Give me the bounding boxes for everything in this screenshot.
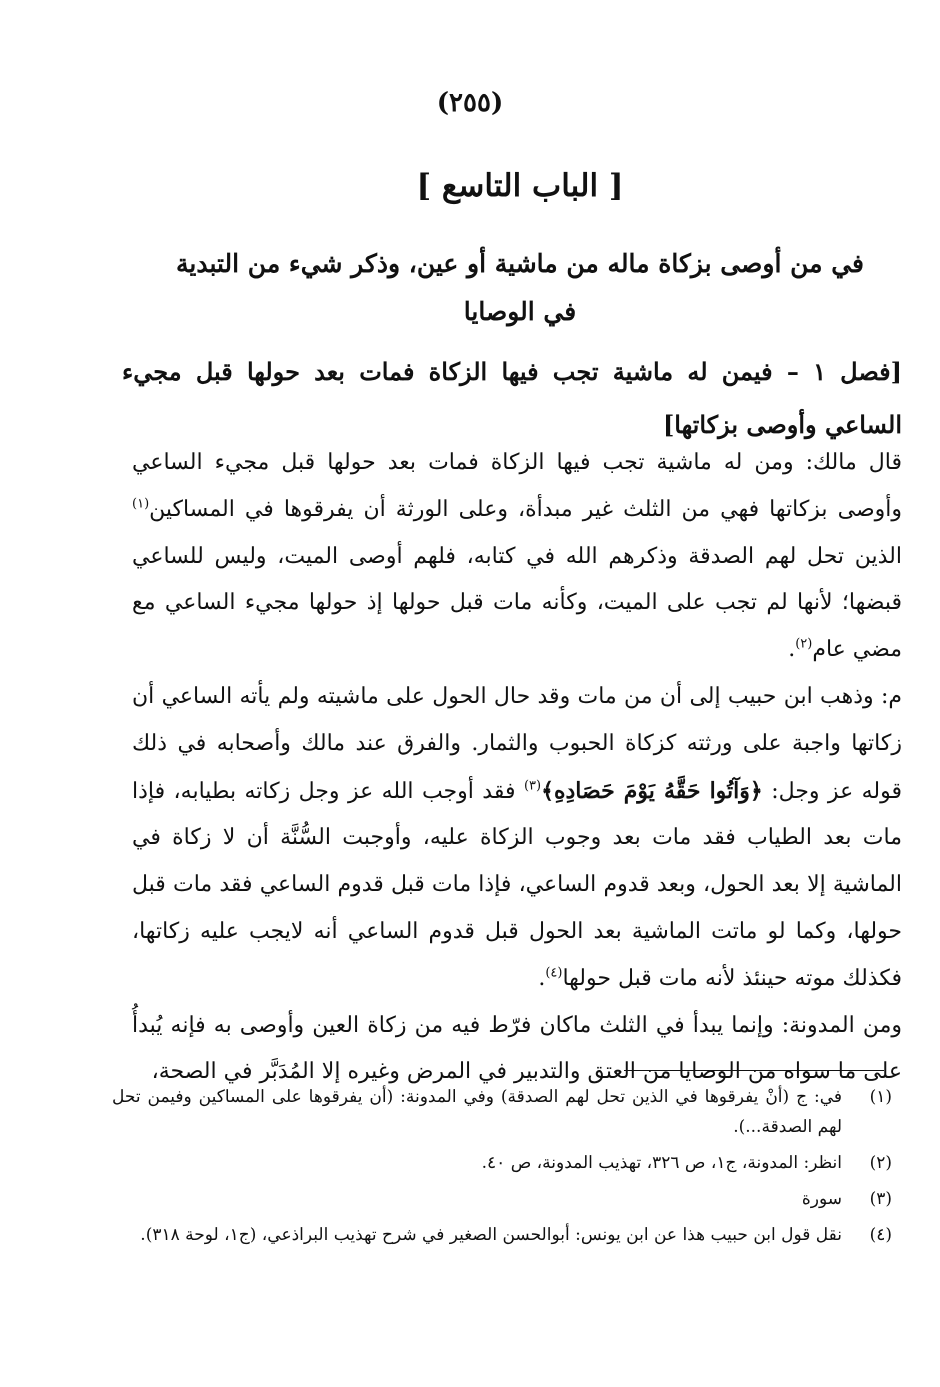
footnote-number: (٣)	[869, 1189, 892, 1209]
footnote-divider	[624, 1070, 884, 1071]
footnote-text: انظر: المدونة، ج١، ص ٣٢٦، تهذيب المدونة، ص ٤٠.	[481, 1153, 842, 1173]
footnote-ref-1[interactable]: (١)	[132, 496, 150, 512]
paragraph-2	[132, 674, 902, 1003]
paragraph-1-text-c: .	[788, 637, 796, 663]
footnote-text: في: ج (أنْ يفرقوها في الذين تحل لهم الصدقة) وفي المدونة: (أن يفرقوها على المساكين وفيمن تحل لهم الصدقة...).	[112, 1087, 842, 1137]
page-number: (٢٥٥)	[436, 88, 504, 118]
quran-quote: ﴿وَآتُوا حَقَّهُ يَوْمَ حَصَادِهِ﴾	[541, 777, 763, 804]
footnote-2	[112, 1148, 892, 1178]
footnote-ref-2[interactable]: (٢)	[795, 636, 813, 652]
paragraph-2-text-a: م: وذهب ابن حبيب إلى أن من مات وقد حال الحول على ماشيته ولم يأته الساعي أن زكاتها واجبة على ورثته كزكاة الحبوب والثمار. والفرق عند مالك وأصحابه في ذلك قوله عز وجل:	[132, 683, 903, 804]
footnote-text: سورة	[801, 1189, 842, 1209]
footnote-text: نقل قول ابن حبيب هذا عن ابن يونس: أبوالحسن الصغير في شرح تهذيب البراذعي، (ج١، لوحة ٣١٨).	[140, 1225, 842, 1245]
paragraph-2-text-b: فقد أوجب الله عز وجل زكاته بطيابه، فإذا مات بعد الطياب فقد مات بعد وجوب الزكاة عليه، وأوجبت السُّنَّة أن لا زكاة في الماشية إلا بعد الحول، وبعد قدوم الساعي، فإذا مات قبل قدوم الساعي فقد مات قبل حولها، وكما لو ماتت الماشية بعد الحول قبل قدوم الساعي أنه لايجب عليه زكاتها، فكذلك موته حينئذ لأنه مات قبل حولها	[132, 778, 902, 991]
chapter-title: [ الباب التاسع ]	[416, 168, 624, 204]
footnote-3	[112, 1184, 892, 1214]
footnote-4	[112, 1220, 892, 1250]
paragraph-1	[132, 440, 902, 674]
section-heading: [فصل ١ – فيمن له ماشية تجب فيها الزكاة فمات بعد حولها قبل مجيء الساعي وأوصى بزكاتها]	[122, 357, 902, 439]
paragraph-1-text-b: الذين تحل لهم الصدقة وذكرهم الله في كتابه، فلهم أوصى الميت، وليس للساعي قبضها؛ لأنها لم تجب على الميت، وكأنه مات قبل حولها إذ حولها مجيء الساعي مع مضي عام	[132, 543, 902, 663]
footnote-number: (١)	[869, 1087, 892, 1107]
footnotes	[112, 1082, 892, 1256]
paragraph-1-text-a: قال مالك: ومن له ماشية تجب فيها الزكاة فمات بعد حولها قبل مجيء الساعي وأوصى بزكاتها فهي من الثلث غير مبدأة، وعلى الورثة أن يفرقوها في المساكين	[132, 450, 902, 522]
footnote-ref-4[interactable]: (٤)	[545, 965, 563, 981]
paragraph-2-text-c: .	[538, 965, 546, 991]
paragraph-3: ومن المدونة: وإنما يبدأ في الثلث ماكان فرّط فيه من زكاة العين وأوصى به فإنه يُبدأُ على ما سواه من الوصايا من العتق والتدبير في المرض وغيره إلا المُدَبَّر في الصحة،	[132, 1012, 902, 1085]
body-text	[132, 440, 902, 1096]
chapter-subtitle: في من أوصى بزكاة ماله من ماشية أو عين، وذكر شيء من التبدية في الوصايا	[175, 249, 865, 326]
footnote-ref-3[interactable]: (٣)	[523, 778, 542, 794]
footnote-number: (٢)	[869, 1153, 892, 1173]
footnote-number: (٤)	[869, 1225, 892, 1245]
footnote-1	[112, 1082, 892, 1142]
